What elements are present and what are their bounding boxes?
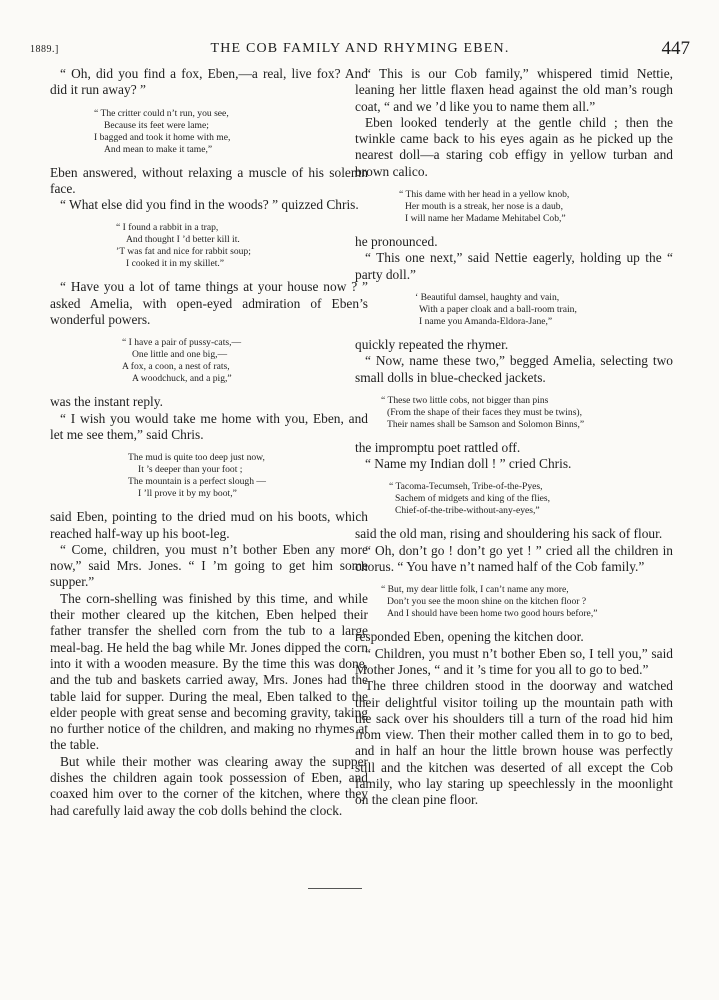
- verse-block: [355, 395, 673, 431]
- paragraph: “ Name my Indian doll ! ” cried Chris.: [365, 456, 572, 472]
- left-column: [50, 66, 368, 819]
- verse-line: Her mouth is a streak, her nose is a daub,: [405, 201, 563, 213]
- verse-line: And I should have been home two good hours before,”: [387, 608, 598, 620]
- paragraph: Eben answered, without relaxing a muscle of his solemn face.: [50, 164, 368, 196]
- verse-line: And mean to make it tame,”: [104, 143, 213, 155]
- end-rule: [308, 888, 362, 889]
- verse-line: The mud is quite too deep just now,: [128, 452, 265, 464]
- paragraph: the impromptu poet rattled off.: [355, 439, 521, 455]
- paragraph: was the instant reply.: [50, 394, 163, 410]
- verse-line: “ Tacoma-Tecumseh, Tribe-of-the-Pyes,: [389, 481, 543, 493]
- verse-line: The mountain is a perfect slough —: [128, 476, 267, 488]
- verse-line: (From the shape of their faces they must be twins),: [387, 406, 583, 418]
- verse-line: “ These two little cobs, not bigger than pins: [381, 394, 549, 406]
- verse-line: With a paper cloak and a ball-room train,: [419, 303, 577, 315]
- header-year: 1889.]: [30, 44, 59, 55]
- paragraph: “ Now, name these two,” begged Amelia, selecting two small dolls in blue-checked jackets.: [355, 353, 673, 385]
- right-column: [355, 66, 673, 809]
- verse-line: One little and one big,—: [132, 349, 228, 361]
- paragraph: “ Oh, don’t go ! don’t go yet ! ” cried all the children in chorus. “ You have n’t named half of the Cob family.”: [355, 542, 673, 575]
- verse-line: Don’t you see the moon shine on the kitchen floor ?: [387, 596, 587, 608]
- paragraph: responded Eben, opening the kitchen door.: [355, 629, 584, 645]
- verse-line: Their names shall be Samson and Solomon Binns,”: [387, 418, 585, 430]
- verse-block: [355, 189, 673, 225]
- verse-line: And thought I ’d better kill it.: [126, 234, 240, 246]
- verse-line: Sachem of midgets and king of the flies,: [395, 493, 551, 505]
- paragraph: The corn-shelling was finished by this time, and while their mother cleared up the kitchen, Eben helped their father transfer the shelled corn from the tub to a large meal-bag. He held the bag while Mr. Jones dipped the corn into it with a wooden measure. By the time this was done, and the tub and baskets carried away, Mrs. Jones had the table laid for supper. During the meal, Eben talked to the elder people with great sense and becoming gravity, taking no further notice of the children, and making no rhymes at the table.: [50, 590, 368, 753]
- paragraph: Eben looked tenderly at the gentle child ; then the twinkle came back to his eyes again as he picked up the nearest doll—a staring cob effigy in yellow turban and brown calico.: [355, 114, 673, 179]
- paragraph: “ Have you a lot of tame things at your house now ? ” asked Amelia, with open-eyed admiration of Eben’s wonderful powers.: [50, 279, 368, 328]
- paragraph: said the old man, rising and shouldering his sack of flour.: [355, 526, 663, 542]
- verse-block: [50, 222, 368, 270]
- verse-line: I will name her Madame Mehitabel Cob,”: [405, 213, 566, 225]
- paragraph: But while their mother was clearing away the supper dishes the children again took possession of Eben, and coaxed him over to the corner of the kitchen, where they had carefully laid away the cob dolls behind the clock.: [50, 753, 368, 818]
- verse-line: I bagged and took it home with me,: [94, 131, 231, 143]
- header-title: THE COB FAMILY AND RHYMING EBEN.: [210, 41, 510, 56]
- paragraph: “ This one next,” said Nettie eagerly, holding up the “ party doll.”: [355, 250, 673, 282]
- verse-line: I name you Amanda-Eldora-Jane,”: [419, 315, 553, 327]
- verse-line: Chief-of-the-tribe-without-any-eyes,”: [395, 505, 540, 517]
- verse-block: [355, 292, 673, 328]
- running-header: [30, 38, 690, 62]
- paragraph: “ Oh, did you find a fox, Eben,—a real, live fox? And did it run away? ”: [50, 66, 368, 98]
- verse-line: A fox, a coon, a nest of rats,: [122, 361, 230, 373]
- verse-line: ‘ Beautiful damsel, haughty and vain,: [415, 291, 560, 303]
- paragraph: “ This is our Cob family,” whispered timid Nettie, leaning her little flaxen head against the old man’s rough coat, “ and we ’d like you to name them all.”: [355, 66, 673, 114]
- paragraph: The three children stood in the doorway and watched their delightful visitor toiling up the mountain path with the sack over his shoulders till a turn of the road hid him from view. Then their mother called them in to go to bed, and in half an hour the little brown house was perfectly still and the kitchen was deserted of all except the Cob family, who lay staring up speechlessly in the moonlight on the clean pine floor.: [355, 678, 673, 808]
- paragraph: said Eben, pointing to the dried mud on his boots, which reached half-way up his boot-leg.: [50, 509, 368, 541]
- verse-line: “ This dame with her head in a yellow knob,: [399, 189, 570, 201]
- verse-block: [50, 452, 368, 500]
- page-number: 447: [661, 38, 690, 59]
- verse-line: A woodchuck, and a pig,”: [132, 373, 232, 385]
- verse-line: Because its feet were lame;: [104, 119, 209, 131]
- verse-block: [50, 337, 368, 385]
- verse-line: It ’s deeper than your foot ;: [138, 464, 243, 476]
- verse-line: I cooked it in my skillet.”: [126, 258, 225, 270]
- paragraph: “ I wish you would take me home with you, Eben, and let me see them,” said Chris.: [50, 410, 368, 442]
- verse-block: [355, 481, 673, 517]
- verse-line: I ’ll prove it by my boot,”: [138, 488, 237, 500]
- verse-line: “ I found a rabbit in a trap,: [116, 222, 219, 234]
- verse-block: [355, 584, 673, 620]
- paragraph: he pronounced.: [355, 234, 438, 250]
- verse-line: ’T was fat and nice for rabbit soup;: [116, 246, 251, 258]
- paragraph: “ Children, you must n’t bother Eben so, I tell you,” said Mother Jones, “ and it ’s time for you all to go to bed.”: [355, 645, 673, 677]
- paragraph: “ What else did you find in the woods? ” quizzed Chris.: [60, 197, 359, 213]
- paragraph: quickly repeated the rhymer.: [355, 336, 509, 352]
- verse-block: [50, 108, 368, 156]
- verse-line: “ The critter could n’t run, you see,: [94, 107, 229, 119]
- verse-line: “ I have a pair of pussy-cats,—: [122, 337, 242, 349]
- paragraph: “ Come, children, you must n’t bother Eben any more now,” said Mrs. Jones. “ I ’m going to get him some supper.”: [50, 541, 368, 590]
- verse-line: “ But, my dear little folk, I can’t name any more,: [381, 584, 569, 596]
